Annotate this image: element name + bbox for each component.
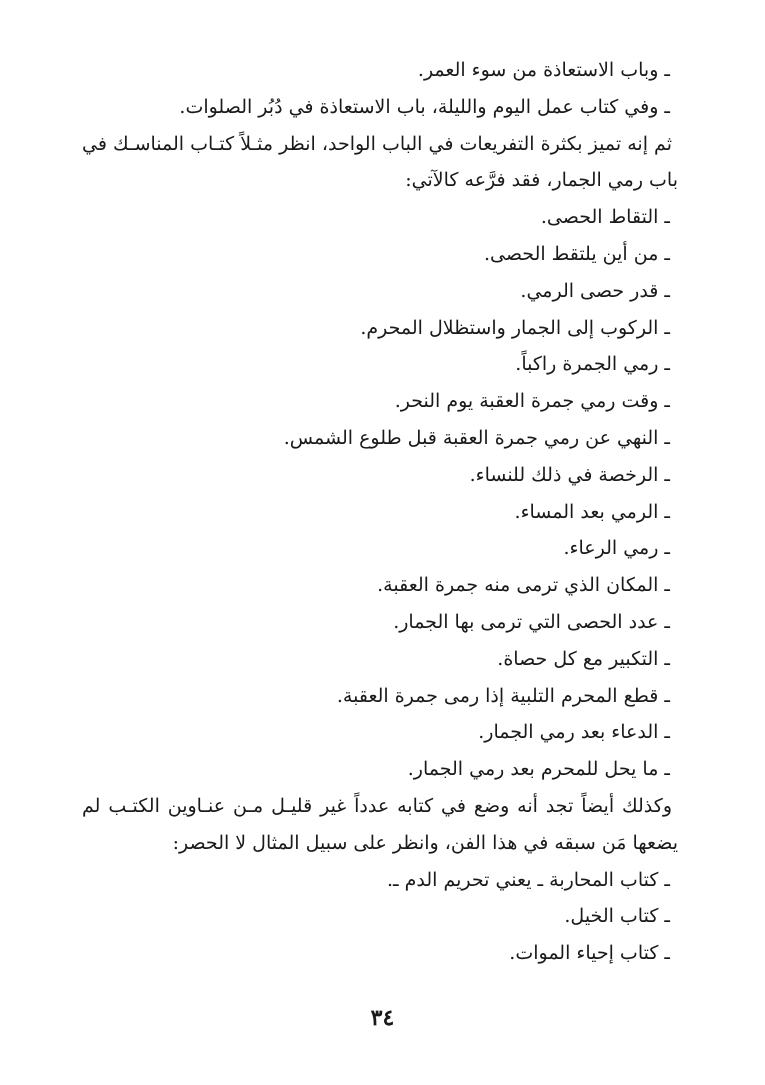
list-item: ـ التكبير مع كل حصاة. (497, 647, 670, 670)
paragraph-line: باب رمي الجمار، فقد فرَّعه كالآتي: (405, 169, 678, 192)
list-item: ـ الرخصة في ذلك للنساء. (469, 463, 670, 486)
list-item: ـ كتاب المحاربة ـ يعني تحريم الدم ـ. (386, 868, 670, 891)
list-item: ـ كتاب الخيل. (564, 905, 670, 928)
list-item: ـ المكان الذي ترمى منه جمرة العقبة. (377, 574, 670, 597)
list-item: ـ رمي الرعاء. (563, 537, 670, 560)
list-item: ـ التقاط الحصى. (540, 206, 670, 229)
list-item: ـ كتاب إحياء الموات. (509, 942, 670, 965)
text-line: ـ وفي كتاب عمل اليوم والليلة، باب الاستعاذة في دُبُر الصلوات. (179, 95, 670, 118)
list-item: ـ عدد الحصى التي ترمى بها الجمار. (393, 610, 670, 633)
list-item: ـ قدر حصى الرمي. (520, 279, 670, 302)
paragraph-line: وكذلك أيضاً تجد أنه وضع في كتابه عدداً غير قليـل مـن عنـاوين الكتـب لم (82, 794, 672, 817)
body-text (82, 52, 678, 972)
list-item: ـ وقت رمي جمرة العقبة يوم النحر. (394, 390, 670, 413)
list-item: ـ رمي الجمرة راكباً. (515, 353, 670, 376)
page-number: ٣٤ (370, 1005, 395, 1031)
list-item: ـ من أين يلتقط الحصى. (483, 242, 670, 265)
list-item: ـ قطع المحرم التلبية إذا رمى جمرة العقبة. (336, 684, 670, 707)
list-item: ـ الدعاء بعد رمي الجمار. (478, 721, 670, 744)
list-item: ـ الركوب إلى الجمار واستظلال المحرم. (360, 316, 670, 339)
list-item: ـ النهي عن رمي جمرة العقبة قبل طلوع الشمس. (283, 426, 670, 449)
text-line: ـ وباب الاستعاذة من سوء العمر. (417, 59, 670, 81)
list-item: ـ الرمي بعد المساء. (514, 500, 670, 523)
list-item: ـ ما يحل للمحرم بعد رمي الجمار. (407, 758, 670, 781)
paragraph-line: يضعها مَن سبقه في هذا الفن، وانظر على سبيل المثال لا الحصر: (172, 831, 678, 854)
paragraph-line: ثم إنه تميز بكثرة التفريعات في الباب الواحد، انظر مثـلاً كتـاب المناسـك في (82, 132, 672, 155)
